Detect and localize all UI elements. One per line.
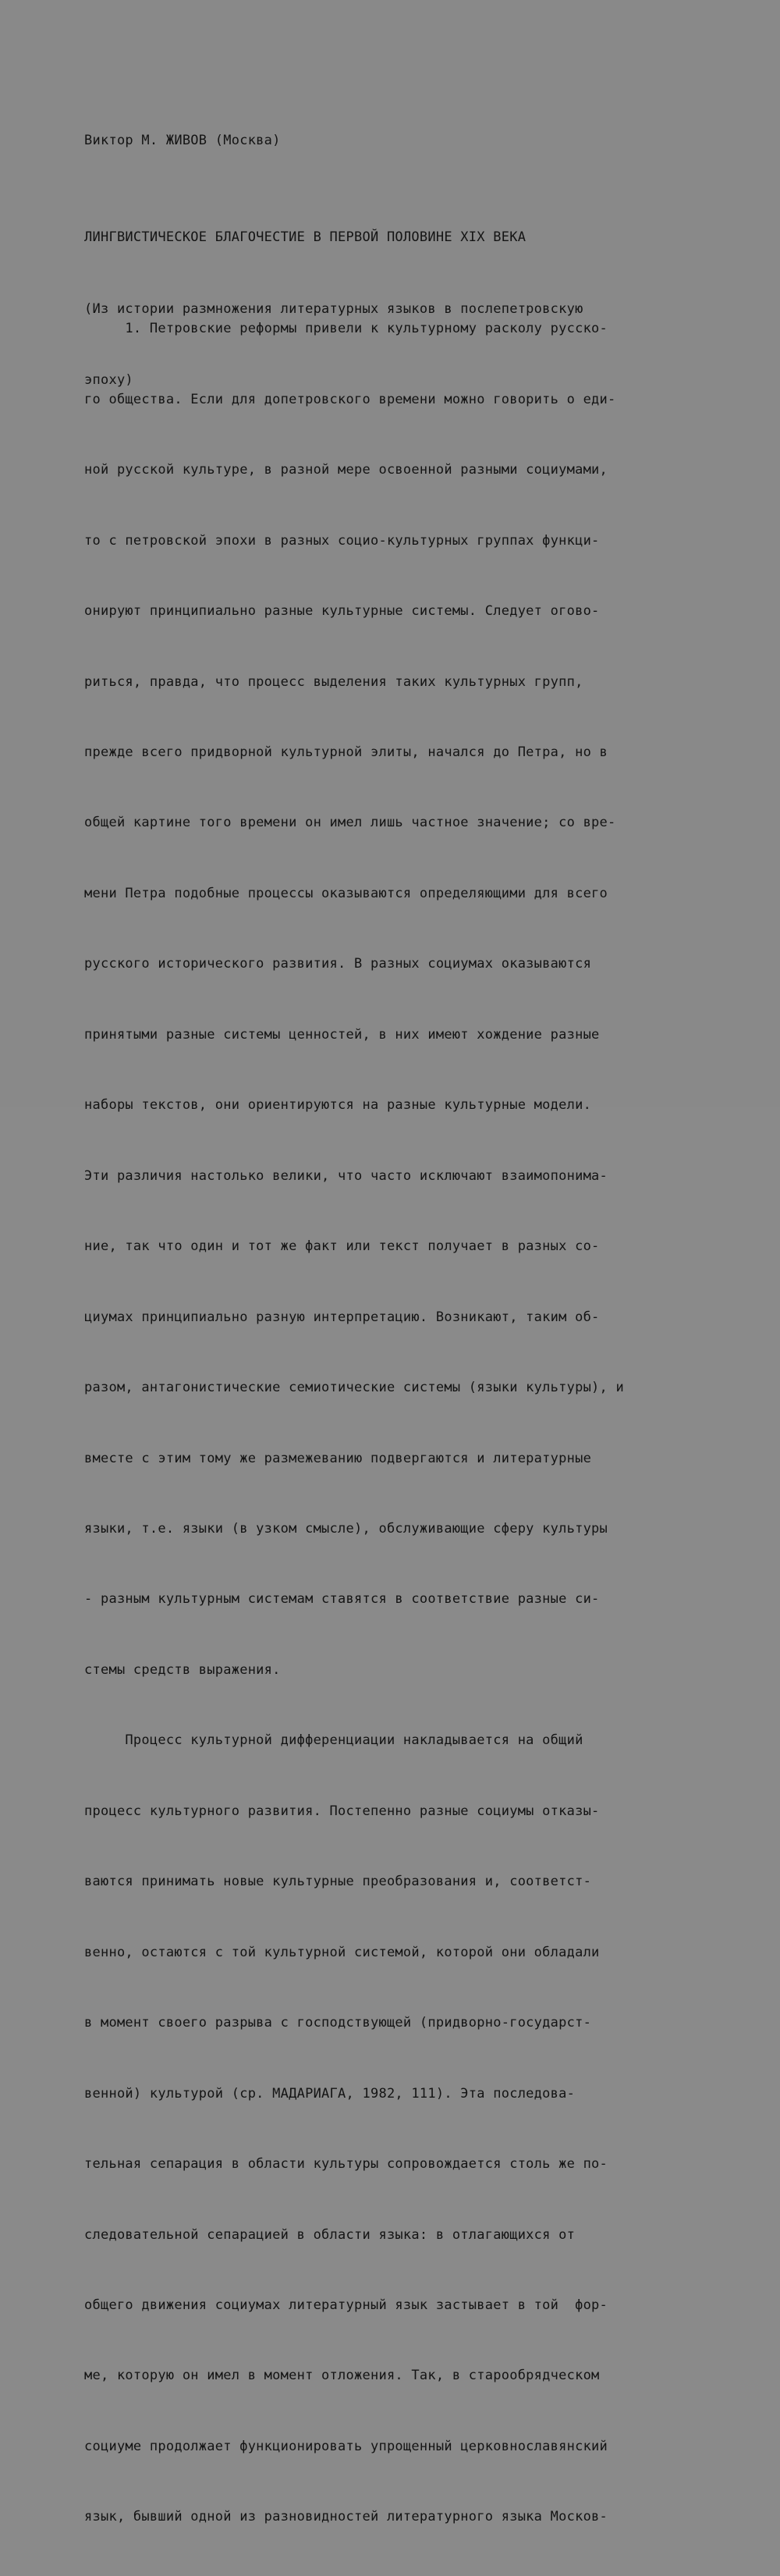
- body-line: ме, которую он имел в момент отложения. Так, в старообрядческом: [84, 2368, 600, 2384]
- body-line: венной) культурой (ср. МАДАРИАГА, 1982, 111). Эта последова-: [84, 2085, 576, 2102]
- body-line: ной русской культуре, в разной мере освоенной разными социумами,: [84, 462, 608, 478]
- body-line: циумах принципиально разную интерпретацию. Возникают, таким об-: [84, 1309, 600, 1325]
- body-line: 1. Петровские реформы привели к культурному расколу русско-: [84, 321, 608, 337]
- body-line: наборы текстов, они ориентируются на разные культурные модели.: [84, 1097, 592, 1114]
- body-line: принятыми разные системы ценностей, в них имеют хождение разные: [84, 1026, 600, 1043]
- body-line: следовательной сепарацией в области языка: в отлагающихся от: [84, 2226, 576, 2243]
- body-line: риться, правда, что процесс выделения таких культурных групп,: [84, 673, 583, 690]
- body-line: тельная сепарация в области культуры сопровождается столь же по-: [84, 2156, 608, 2173]
- body-line: онируют принципиально разные культурные системы. Следует огово-: [84, 603, 600, 620]
- body-line: общей картине того времени он имел лишь частное значение; со вре-: [84, 815, 616, 831]
- body-line: социуме продолжает функционировать упрощенный церковнославянский: [84, 2438, 608, 2454]
- body-line: ваются принимать новые культурные преобразования и, соответст-: [84, 1874, 592, 1890]
- body-line: в момент своего разрыва с господствующей (придворно-государст-: [84, 2015, 592, 2031]
- body-line: ние, так что один и тот же факт или текст получает в разных со-: [84, 1238, 600, 1255]
- body-line: общего движения социумах литературный язык застывает в той фор-: [84, 2297, 608, 2313]
- subtitle-line: (Из истории размножения литературных языков в послепетровскую: [84, 300, 583, 317]
- body-line: прежде всего придворной культурной элиты, начался до Петра, но в: [84, 744, 608, 761]
- body-line: - разным культурным системам ставятся в соответствие разные си-: [84, 1591, 600, 1608]
- body-line: процесс культурного развития. Постепенно разные социумы отказы-: [84, 1803, 600, 1819]
- body-line: венно, остаются с той культурной системой, которой они обладали: [84, 1944, 600, 1960]
- body-line: го общества. Если для допетровского времени можно говорить о еди-: [84, 391, 616, 407]
- body-line: вместе с этим тому же размежеванию подвергаются и литературные: [84, 1450, 592, 1466]
- body-line: язык, бывший одной из разновидностей литературного языка Москов-: [84, 2509, 608, 2525]
- body-line: Эти различия настолько велики, что часто исключают взаимопонима-: [84, 1167, 608, 1184]
- body-line: русского исторического развития. В разных социумах оказываются: [84, 956, 592, 972]
- title-line: ЛИНГВИСТИЧЕСКОЕ БЛАГОЧЕСТИЕ В ПЕРВОЙ ПОЛОВИНЕ XIX ВЕКА: [84, 229, 526, 245]
- body-line: Процесс культурной дифференциации накладывается на общий: [84, 1732, 583, 1749]
- body-line: мени Петра подобные процессы оказываются определяющими для всего: [84, 885, 608, 901]
- subtitle-line: эпоху): [84, 372, 133, 388]
- body-line: то с петровской эпохи в разных социо-культурных группах функци-: [84, 532, 600, 549]
- body-line: разом, антагонистические семиотические системы (языки культуры), и: [84, 1380, 625, 1396]
- body-text: [84, 270, 624, 2576]
- body-line: языки, т.е. языки (в узком смысле), обслуживающие сферу культуры: [84, 1521, 608, 1537]
- author-line: Виктор М. ЖИВОВ (Москва): [84, 133, 281, 148]
- body-line: стемы средств выражения.: [84, 1661, 281, 1678]
